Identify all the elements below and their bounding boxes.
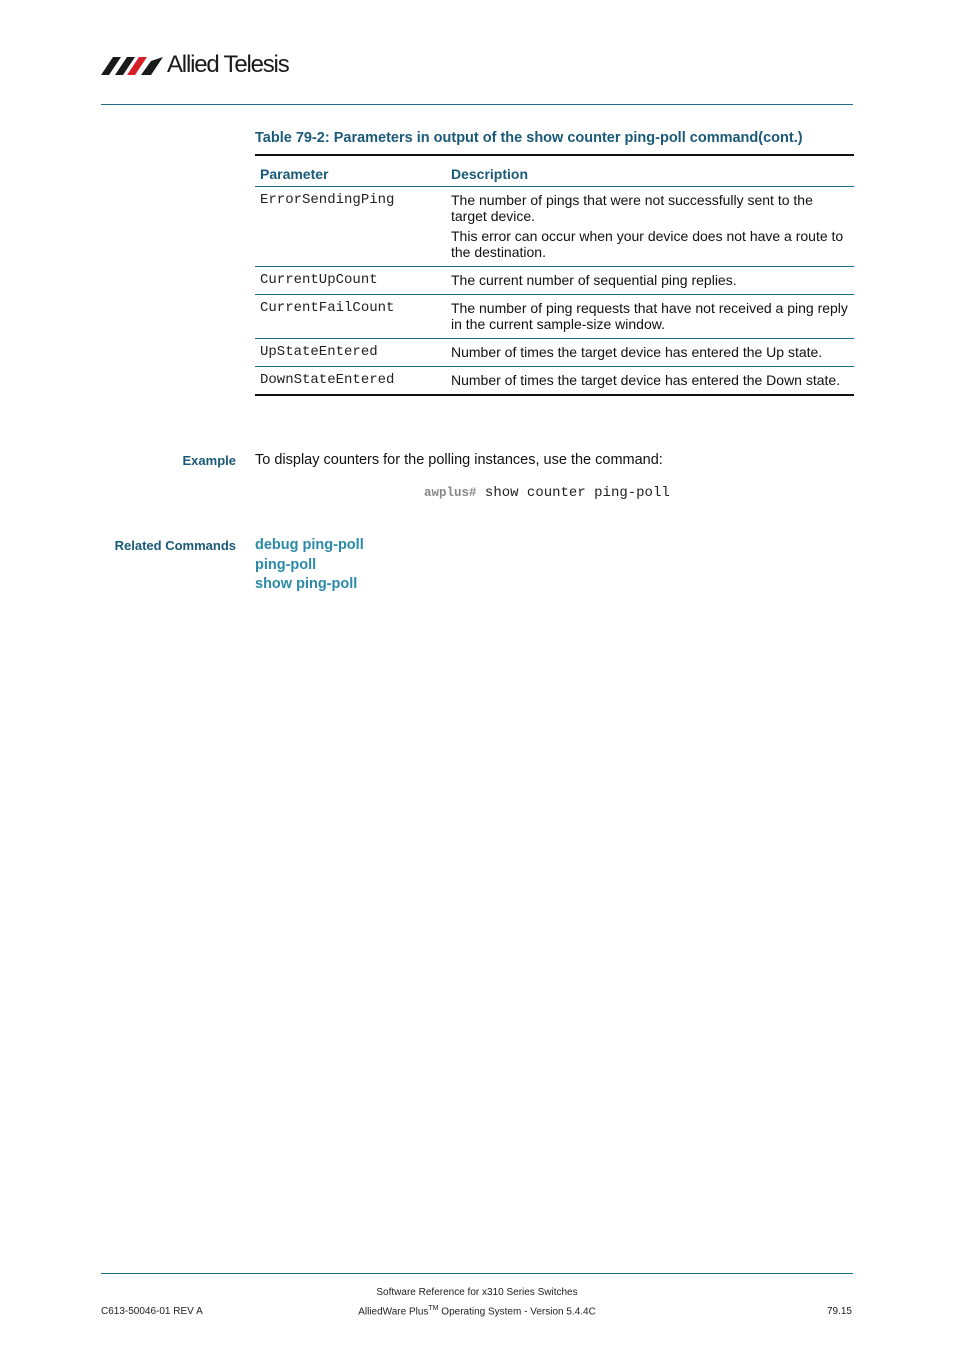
param-cell: CurrentFailCount	[255, 295, 446, 339]
param-cell: UpStateEntered	[255, 339, 446, 367]
example-text: To display counters for the polling instances, use the command:	[255, 452, 663, 468]
table-row	[255, 339, 854, 367]
link-debug-ping-poll[interactable]: debug ping-poll	[255, 537, 364, 553]
example-label: Example	[182, 453, 236, 468]
footer-rule	[101, 1273, 853, 1274]
link-ping-poll[interactable]: ping-poll	[255, 557, 317, 573]
param-cell: DownStateEntered	[260, 372, 395, 388]
command-text: show counter ping-poll	[484, 485, 670, 501]
parameters-table	[255, 154, 854, 396]
description-cell	[446, 267, 854, 295]
description-text: Number of times the target device has entered the Down state.	[451, 372, 841, 388]
description-cell	[446, 367, 854, 396]
table-row	[255, 367, 854, 396]
description-cell	[446, 339, 854, 367]
logo-text: Allied Telesis	[167, 51, 289, 78]
param-cell: CurrentUpCount	[255, 267, 446, 295]
table-row	[255, 187, 854, 267]
footer-version: Operating System - Version 5.4.4C	[438, 1306, 596, 1318]
description-text: The current number of sequential ping replies.	[451, 272, 737, 288]
header-rule	[101, 104, 853, 105]
description-cell	[446, 295, 854, 339]
param-cell: ErrorSendingPing	[255, 187, 446, 267]
table-caption: Table 79-2: Parameters in output of the show counter ping-poll command(cont.)	[255, 130, 803, 146]
footer-title: Software Reference for x310 Series Switches	[376, 1287, 578, 1298]
description-text: The number of ping requests that have not received a ping reply in the current sample-size window.	[451, 300, 848, 332]
table-header-row	[255, 155, 854, 187]
related-commands-label: Related Commands	[114, 538, 236, 553]
allied-telesis-logo	[101, 50, 289, 80]
description-cell	[446, 187, 854, 267]
footer-product: AlliedWare Plus	[358, 1306, 429, 1318]
column-header-parameter: Parameter	[255, 155, 446, 187]
description-text: The number of pings that were not successfully sent to the target device.	[451, 192, 813, 224]
footer-page-number: 79.15	[826, 1306, 852, 1317]
example-command	[424, 485, 670, 501]
footer-trademark: TM	[428, 1305, 439, 1312]
command-prompt: awplus#	[424, 486, 477, 500]
table-row	[255, 295, 854, 339]
logo-mark-icon	[101, 55, 163, 75]
footer-doc-id: C613-50046-01 REV A	[101, 1306, 203, 1317]
column-header-description: Description	[446, 155, 854, 187]
link-show-ping-poll[interactable]: show ping-poll	[255, 576, 358, 592]
description-text: Number of times the target device has entered the Up state.	[451, 344, 823, 360]
description-text: This error can occur when your device does not have a route to the destination.	[451, 228, 844, 260]
table-row	[255, 267, 854, 295]
